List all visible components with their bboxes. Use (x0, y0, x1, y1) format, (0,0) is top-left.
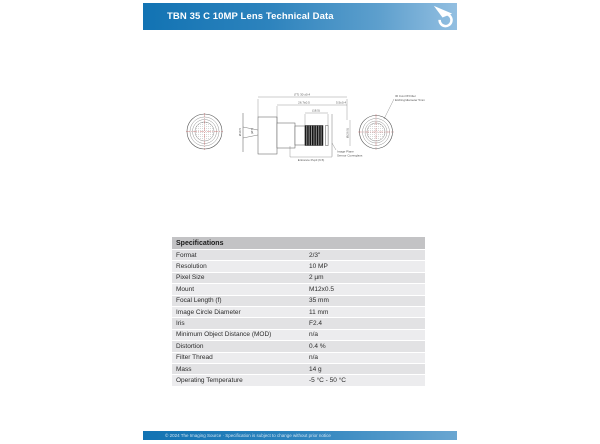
dim-length-b: (18.5) (312, 108, 320, 113)
spec-value: 14 g (309, 365, 322, 373)
callout-image-plane: Image Plane (337, 149, 354, 154)
footer-copyright: © 2024 The Imaging Source · Specification is subject to change without prior notice (165, 433, 331, 438)
dim-diameter-right: Ø(26.5) (345, 127, 350, 139)
table-row (172, 284, 425, 295)
spec-label: Mass (176, 365, 192, 373)
spec-value: 2/3" (309, 251, 321, 259)
dim-total-length: (77) 30 ±0.4 (293, 92, 311, 97)
spec-value: 10 MP (309, 263, 328, 271)
spec-label: Focal Length (f) (176, 297, 222, 305)
header-bar (143, 3, 457, 30)
table-row (172, 250, 425, 261)
table-row (172, 375, 425, 386)
callout-sensor-coverglass: Sensor Coverglass (337, 153, 363, 158)
the-imaging-source-logo-icon (430, 4, 455, 29)
bird-logo-icon (430, 4, 455, 29)
page-title: TBN 35 C 10MP Lens Technical Data (167, 11, 334, 22)
footer-bar (143, 431, 457, 440)
spec-label: Format (176, 251, 197, 259)
spec-label: Filter Thread (176, 354, 213, 362)
spec-value: n/a (309, 354, 319, 362)
spec-label: Distortion (176, 342, 204, 350)
spec-label: Minimum Object Distance (MOD) (176, 331, 272, 339)
table-body (172, 250, 425, 387)
table-row (172, 353, 425, 364)
dim-diameter-left: Ø30.5 (238, 127, 242, 137)
dim-entrance-pupil: Entrance Pupil (6.5) (297, 158, 325, 162)
table-row (172, 307, 425, 318)
table-row (172, 261, 425, 272)
spec-label: Pixel Size (176, 274, 205, 282)
front-view (186, 113, 223, 150)
rear-view (358, 114, 394, 150)
table-row (172, 296, 425, 307)
spec-value: F2.4 (309, 320, 323, 328)
table-row (172, 330, 425, 341)
table-title: Specifications (172, 237, 425, 250)
spec-label: Mount (176, 285, 195, 293)
table-row (172, 364, 425, 375)
spec-value: M12x0.5 (309, 285, 334, 293)
table-row (172, 341, 425, 352)
spec-label: Iris (176, 320, 185, 328)
spec-value: -5 °C - 50 °C (309, 376, 346, 384)
technical-drawing (180, 84, 430, 176)
spec-label: Operating Temperature (176, 376, 243, 384)
table-row (172, 273, 425, 284)
callout-ir-filter: IR Cut-Off Filter (395, 94, 416, 98)
spec-label: Resolution (176, 263, 207, 271)
spec-value: 35 mm (309, 297, 329, 305)
spec-value: n/a (309, 331, 319, 339)
dim-length-a: 26.7±0.5 (298, 100, 310, 105)
dim-length-c: 5.5±0.4 (336, 100, 346, 105)
table-row (172, 318, 425, 329)
spec-label: Image Circle Diameter (176, 308, 241, 316)
spec-value: 0.4 % (309, 342, 326, 350)
callout-ir-filter-detail: Etching/diameter 5mm (395, 98, 426, 102)
spec-value: 2 µm (309, 274, 324, 282)
dim-cone: (Ø7) (250, 128, 254, 134)
spec-value: 11 mm (309, 308, 329, 316)
specifications-table (172, 237, 425, 387)
